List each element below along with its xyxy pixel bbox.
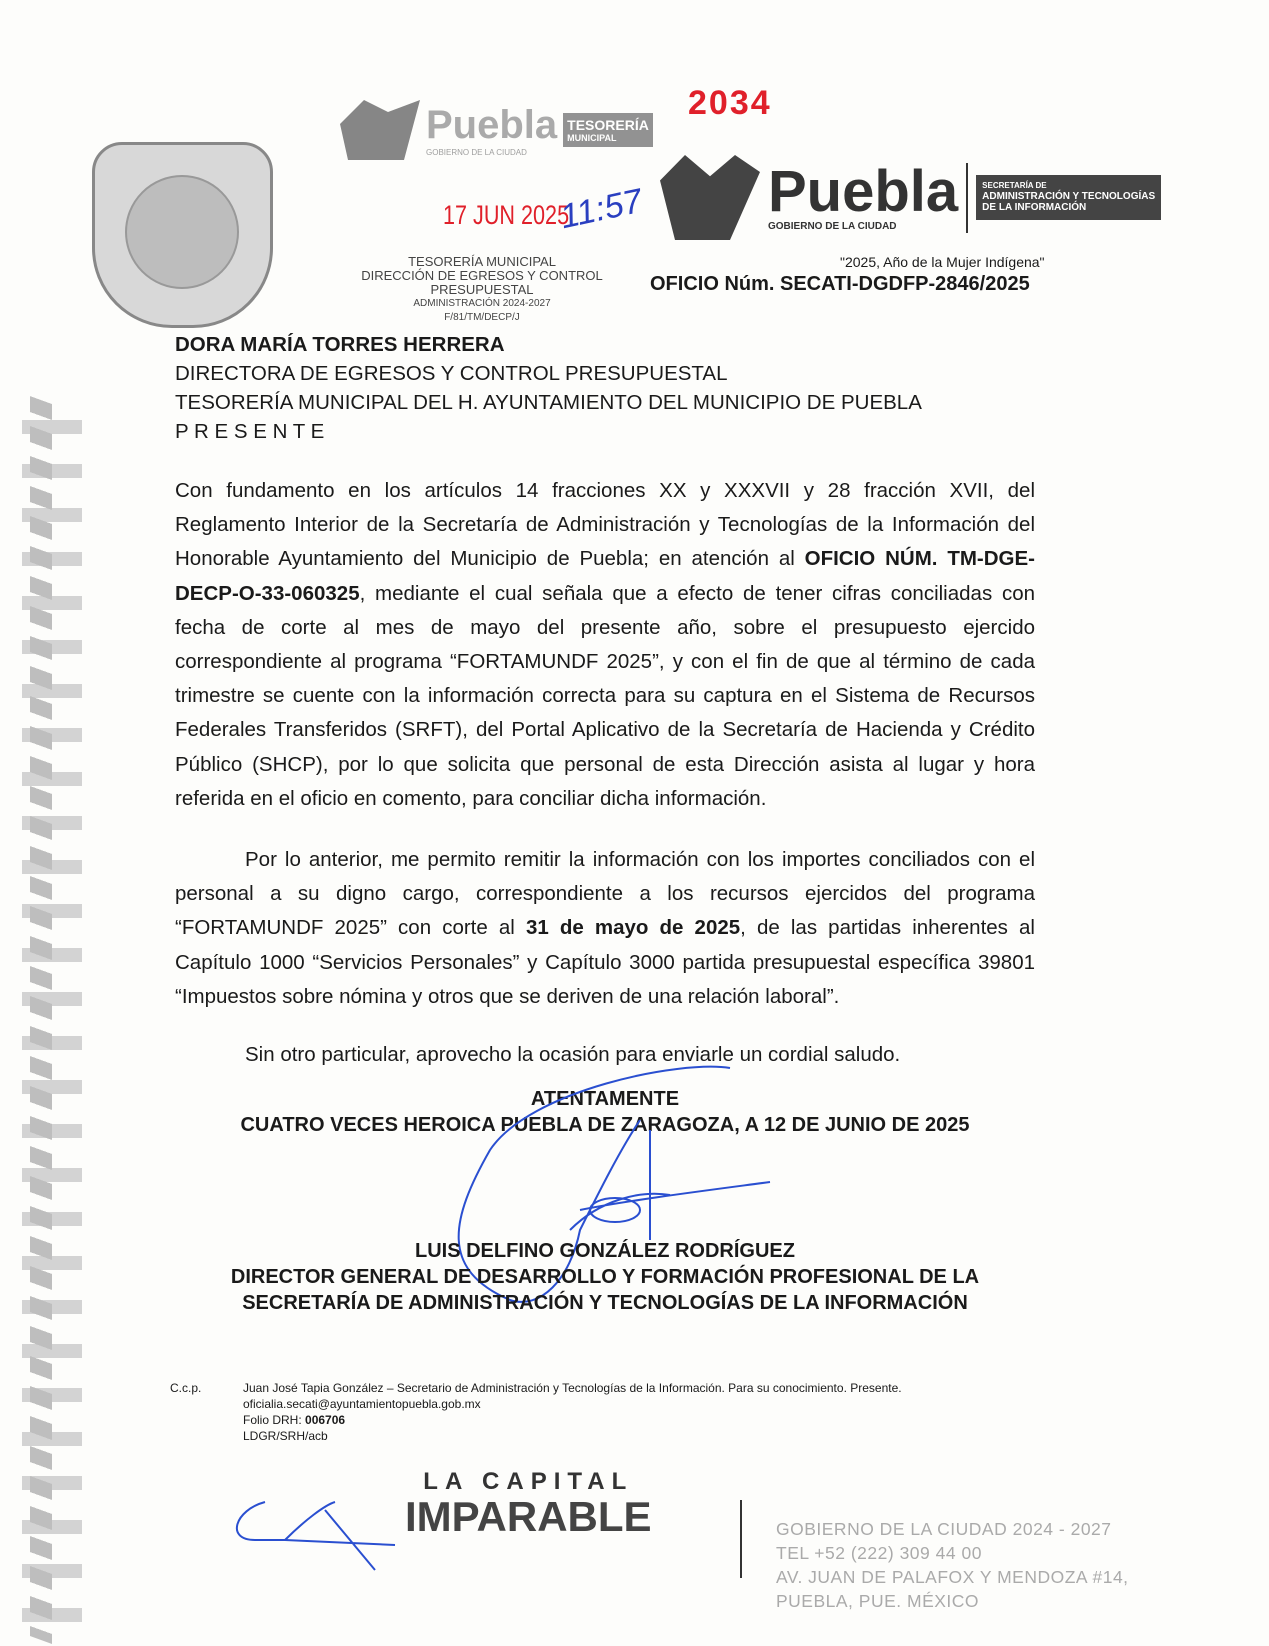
- secati-logo: Puebla GOBIERNO DE LA CIUDAD SECRETARÍA DE ADMINISTRACIÓN Y TECNOLOGÍAS DE LA INFORMACIÓN: [660, 155, 1161, 240]
- slogan-logo: LA CAPITAL IMPARABLE: [405, 1468, 652, 1540]
- puebla-emblem-icon: [660, 155, 760, 240]
- received-number-stamp: 2034: [688, 84, 772, 122]
- signer-title: DIRECTOR GENERAL DE DESARROLLO Y FORMACIÓN PROFESIONAL DE LA: [230, 1266, 980, 1288]
- handwritten-time: 11:57: [556, 181, 646, 237]
- receipt-stamp: TESORERÍA MUNICIPAL DIRECCIÓN DE EGRESOS Y CONTROL PRESUPUESTAL ADMINISTRACIÓN 2024-2027 F/81/TM/DECP/J: [361, 254, 603, 323]
- email: oficialia.secati@ayuntamientopuebla.gob.mx: [243, 1397, 481, 1411]
- place-date: CUATRO VECES HEROICA PUEBLA DE ZARAGOZA, A 12 DE JUNIO DE 2025: [240, 1114, 970, 1136]
- oficio-number: OFICIO Núm. SECATI-DGDFP-2846/2025: [650, 273, 1030, 295]
- decorative-border: [22, 400, 82, 1640]
- signer-title-2: SECRETARÍA DE ADMINISTRACIÓN Y TECNOLOGÍAS DE LA INFORMACIÓN: [242, 1292, 968, 1314]
- atentamente: ATENTAMENTE: [530, 1088, 680, 1110]
- footer-divider: [740, 1500, 742, 1578]
- received-date-stamp: 17 JUN 2025: [443, 200, 570, 230]
- addressee-name: DORA MARÍA TORRES HERRERA: [175, 333, 505, 356]
- addressee-office: TESORERÍA MUNICIPAL DEL H. AYUNTAMIENTO DEL MUNICIPIO DE PUEBLA: [175, 391, 922, 414]
- body-paragraph-3: Sin otro particular, aprovecho la ocasión para enviarle un cordial saludo.: [245, 1043, 901, 1066]
- year-motto: "2025, Año de la Mujer Indígena": [840, 254, 1045, 270]
- signer-name: LUIS DELFINO GONZÁLEZ RODRÍGUEZ: [415, 1240, 795, 1262]
- initials-signature: [225, 1500, 405, 1580]
- addressee-block: [175, 330, 922, 446]
- presente: P R E S E N T E: [175, 420, 325, 443]
- addressee-position: DIRECTORA DE EGRESOS Y CONTROL PRESUPUESTAL: [175, 362, 728, 385]
- city-seal-logo: [92, 142, 273, 328]
- reference-oficio: OFICIO NÚM. TM-DGE-DECP-O-33-060325: [175, 547, 1036, 605]
- body-paragraph-2: Por lo anterior, me permito remitir la información con los importes conciliados con el personal a su digno cargo, correspondiente a los recursos ejercidos del programa “FORTAMUNDF 2025” con corte al 31 de mayo de 2025, de las partidas inherentes al Capítulo 1000 “Servicios Personales” y Capítulo 3000 partida presupuestal específica 39801 “Impuestos sobre nómina y otros que se deriven de una relación laboral”.: [175, 848, 1035, 1008]
- puebla-emblem-icon: [340, 100, 420, 160]
- treasury-logo: Puebla GOBIERNO DE LA CIUDAD TESORERÍA MUNICIPAL: [340, 100, 653, 160]
- cutoff-date: 31 de mayo de 2025: [525, 916, 741, 940]
- contact-info: GOBIERNO DE LA CIUDAD 2024 - 2027 TEL +52 (222) 309 44 00 AV. JUAN DE PALAFOX Y MENDOZA #14, PUEBLA, PUE. MÉXICO: [776, 1519, 1129, 1611]
- body-paragraph-1: Con fundamento en los artículos 14 fracciones XX y XXXVII y 28 fracción XVII, del Reglamento Interior de la Secretaría de Administración y Tecnologías de la Información del Honorable Ayuntamiento del Municipio de Puebla; en atención al OFICIO NÚM. TM-DGE-DECP-O-33-060325, mediante el cual señala que a efecto de tener cifras conciliadas con fecha de corte al mes de mayo del presente año, sobre el presupuesto ejercido correspondiente al programa “FORTAMUNDF 2025”, y con el fin de que al término de cada trimestre se cuente con la información correcta para su captura en el Sistema de Recursos Federales Transferidos (SRFT), del Portal Aplicativo de la Secretaría de Hacienda y Crédito Público (SHCP), por lo que solicita que personal de esta Dirección asista al lugar y hora referida en el oficio en comento, para conciliar dicha información.: [175, 479, 1036, 810]
